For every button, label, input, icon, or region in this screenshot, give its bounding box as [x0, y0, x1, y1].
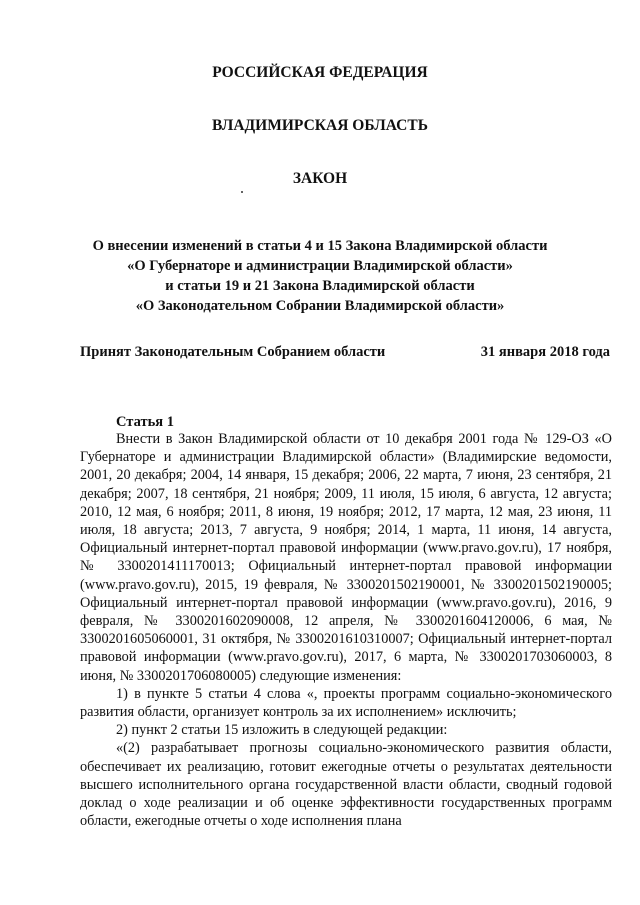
title-line-1: О внесении изменений в статьи 4 и 15 Закона Владимирской области	[92, 238, 548, 254]
article-paragraph: «(2) разрабатывает прогнозы социально-экономического развития области, обеспечивает их реализацию, готовит ежегодные отчеты о результатах деятельности высшего исполнительного органа государственной власти области, сводный годовой доклад о ходе реализации и об оценке эффективности государственных программ области, ежегодные отчеты о ходе исполнения плана	[80, 740, 612, 830]
article-paragraph: 1) в пункте 5 статьи 4 слова «, проекты программ социально-экономического развития области, организует контроль за их исполнением» исключить;	[80, 685, 612, 721]
article-paragraph: Внести в Закон Владимирской области от 10 декабря 2001 года № 129-ОЗ «О Губернаторе и администрации Владимирской области» (Владимирские ведомости, 2001, 20 декабря; 2004, 14 января, 15 декабря; 2006, 22 марта, 7 июня, 23 сентября, 21 декабря; 2007, 18 сентября, 21 ноября; 2009, 11 июля, 15 июля, 6 августа, 12 августа; 2010, 12 мая, 6 ноября; 2011, 8 июня, 19 ноября; 2012, 17 марта, 12 мая, 23 июня, 11 июля, 18 августа; 2013, 7 августа, 9 ноября; 2014, 1 марта, 11 июня, 14 августа, Официальный интернет-портал правовой информации (www.pravo.gov.ru), 17 ноября, № 3300201411170013; Официальный интернет-портал правовой информации (www.pravo.gov.ru), 2015, 19 февраля, № 3300201502190001, № 3300201502190005; Официальный интернет-портал правовой информации (www.pravo.gov.ru), 2016, 9 февраля, № 3300201602090008, 12 апреля, № 3300201604120006, 6 мая, № 3300201605060001, 31 октября, № 3300201610310007; Официальный интернет-портал правовой информации (www.pravo.gov.ru), 2017, 6 марта, № 3300201703060003, 8 июня, № 3300201706080005) следующие изменения:	[80, 431, 612, 684]
title-line-2: «О Губернаторе и администрации Владимирской области»	[127, 258, 513, 274]
doc-type-heading: ЗАКОН	[292, 170, 348, 187]
adoption-text: Принят Законодательным Собранием области	[80, 344, 386, 360]
title-line-3: и статьи 19 и 21 Закона Владимирской области	[165, 278, 475, 294]
country-heading: РОССИЙСКАЯ ФЕДЕРАЦИЯ	[212, 64, 428, 81]
article-heading: Статья 1	[116, 414, 174, 430]
article-body	[80, 430, 612, 830]
title-line-4: «О Законодательном Собрании Владимирской области»	[135, 298, 505, 314]
scan-speck	[241, 191, 243, 193]
adoption-date: 31 января 2018 года	[480, 344, 610, 360]
article-paragraph: 2) пункт 2 статьи 15 изложить в следующей редакции:	[116, 722, 448, 739]
region-heading: ВЛАДИМИРСКАЯ ОБЛАСТЬ	[212, 117, 428, 134]
